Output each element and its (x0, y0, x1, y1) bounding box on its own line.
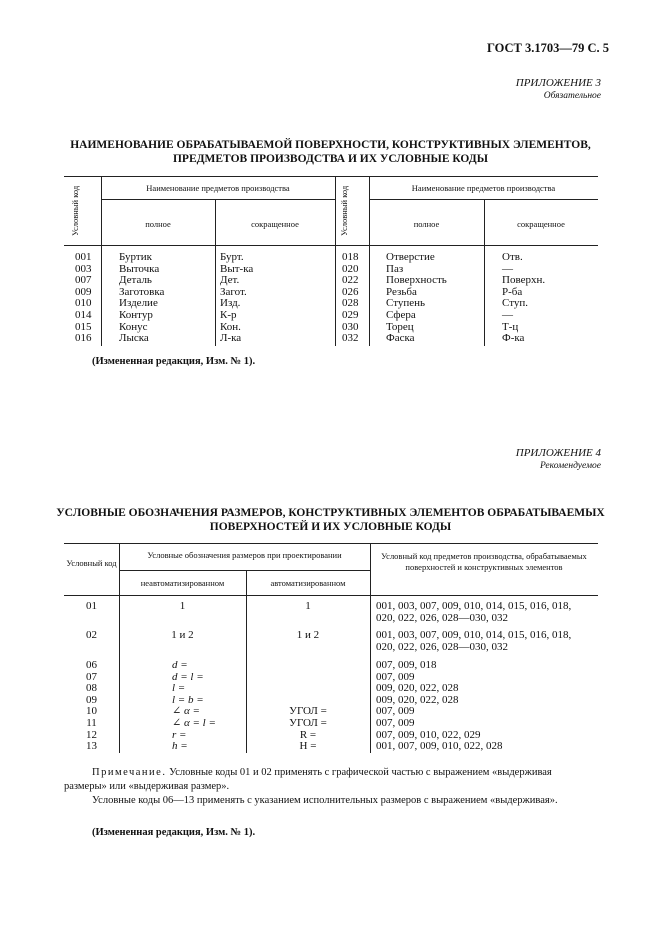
col-header-design: Условные обозначения размеров при проектировании (147, 550, 342, 560)
short-names-right: Отв. — Поверхн. Р-ба Ступ. — Т-ц Ф-ка (502, 251, 546, 345)
appendix-4-title-line-1: УСЛОВНЫЕ ОБОЗНАЧЕНИЯ РАЗМЕРОВ, КОНСТРУКТИВНЫХ ЭЛЕМЕНТОВ ОБРАБАТЫВАЕМЫХ (56, 507, 605, 519)
col-header-full-left: полное (145, 219, 171, 229)
rows-06-13-codes: 06 07 08 09 10 11 12 13 (86, 659, 97, 753)
appendix-4-label: ПРИЛОЖЕНИЕ 4 (515, 447, 601, 459)
appendix-3-title-line-2: ПРЕДМЕТОВ ПРОИЗВОДСТВА И ИХ УСЛОВНЫЕ КОДЫ (172, 153, 488, 165)
row-01-items: 001, 003, 007, 009, 010, 014, 015, 016, 018, 020, 022, 026, 028—030, 032 (376, 600, 572, 624)
appendix-3-revision: (Измененная редакция, Изм. № 1). (92, 356, 256, 367)
codes-right: 018 020 022 026 028 029 030 032 (342, 251, 359, 345)
codes-left: 001 003 007 009 010 014 015 016 (75, 251, 92, 345)
rows-06-13-auto: УГОЛ = УГОЛ = R = H = (289, 705, 327, 753)
row-02-nonauto: 1 и 2 (171, 629, 194, 641)
row-01-code: 01 (86, 600, 97, 612)
col-header-nonauto: неавтоматизированном (140, 578, 225, 588)
col-header-code-left: Условный код (70, 185, 80, 237)
note-line-2: размеры» или «выдерживая размер». (64, 781, 230, 792)
appendix-4-revision: (Измененная редакция, Изм. № 1). (92, 827, 256, 838)
col-header-items: Условный код предметов производства, обрабатываемых поверхностей и конструктивных элементов (381, 551, 587, 572)
row-01-nonauto: 1 (179, 600, 186, 612)
row-02-auto: 1 и 2 (296, 629, 320, 641)
rows-06-13-nonauto: d = d = l = l = l = b = ∠ α = ∠ α = l = r = h = (172, 659, 216, 753)
appendix-4-title-line-2: ПОВЕРХНОСТЕЙ И ИХ УСЛОВНЫЕ КОДЫ (209, 521, 452, 533)
row-02-code: 02 (86, 629, 97, 641)
full-names-left: Буртик Выточка Деталь Заготовка Изделие Контур Конус Лыска (119, 251, 165, 345)
col-header-auto: автоматизированном (270, 578, 346, 588)
rows-06-13-items: 007, 009, 018 007, 009 009, 020, 022, 028 009, 020, 022, 028 007, 009 007, 009 007, 009, 010, 022, 029 001, 007, 009, 010, 022, 028 (376, 659, 503, 753)
col-header-code-right: Условный код (339, 185, 349, 237)
col-header-full-right: полное (413, 219, 440, 229)
note-text-1: Условные коды 01 и 02 применять с графической частью с выражением «выдерживая (169, 767, 552, 778)
note-label: Примечание. (92, 767, 167, 778)
full-names-right: Отверстие Паз Поверхность Резьба Ступень Сфера Торец Фаска (386, 251, 447, 345)
document-header: ГОСТ 3.1703—79 С. 5 (486, 41, 609, 55)
col-header-code: Условный код (66, 558, 117, 568)
appendix-3-status: Обязательное (543, 91, 601, 101)
note-line-3: Условные коды 06—13 применять с указанием исполнительных размеров с выражением «выдерживая». (92, 795, 558, 806)
col-header-name-left: Наименование предметов производства (146, 183, 290, 193)
col-header-name-right: Наименование предметов производства (411, 183, 556, 193)
appendix-3-label: ПРИЛОЖЕНИЕ 3 (515, 77, 601, 89)
col-header-short-right: сокращенное (517, 219, 565, 229)
short-names-left: Бурт. Выт-ка Дет. Загот. Изд. К-р Кон. Л-ка (220, 251, 254, 345)
row-01-auto: 1 (305, 600, 311, 612)
row-02-items: 001, 003, 007, 009, 010, 014, 015, 016, 018, 020, 022, 026, 028—030, 032 (376, 629, 572, 653)
appendix-3-title-line-1: НАИМЕНОВАНИЕ ОБРАБАТЫВАЕМОЙ ПОВЕРХНОСТИ, КОНСТРУКТИВНЫХ ЭЛЕМЕНТОВ, (70, 139, 591, 151)
col-header-short-left: сокращенное (251, 219, 299, 229)
appendix-4-status: Рекомендуемое (539, 461, 601, 471)
note-line-1 (92, 766, 552, 780)
